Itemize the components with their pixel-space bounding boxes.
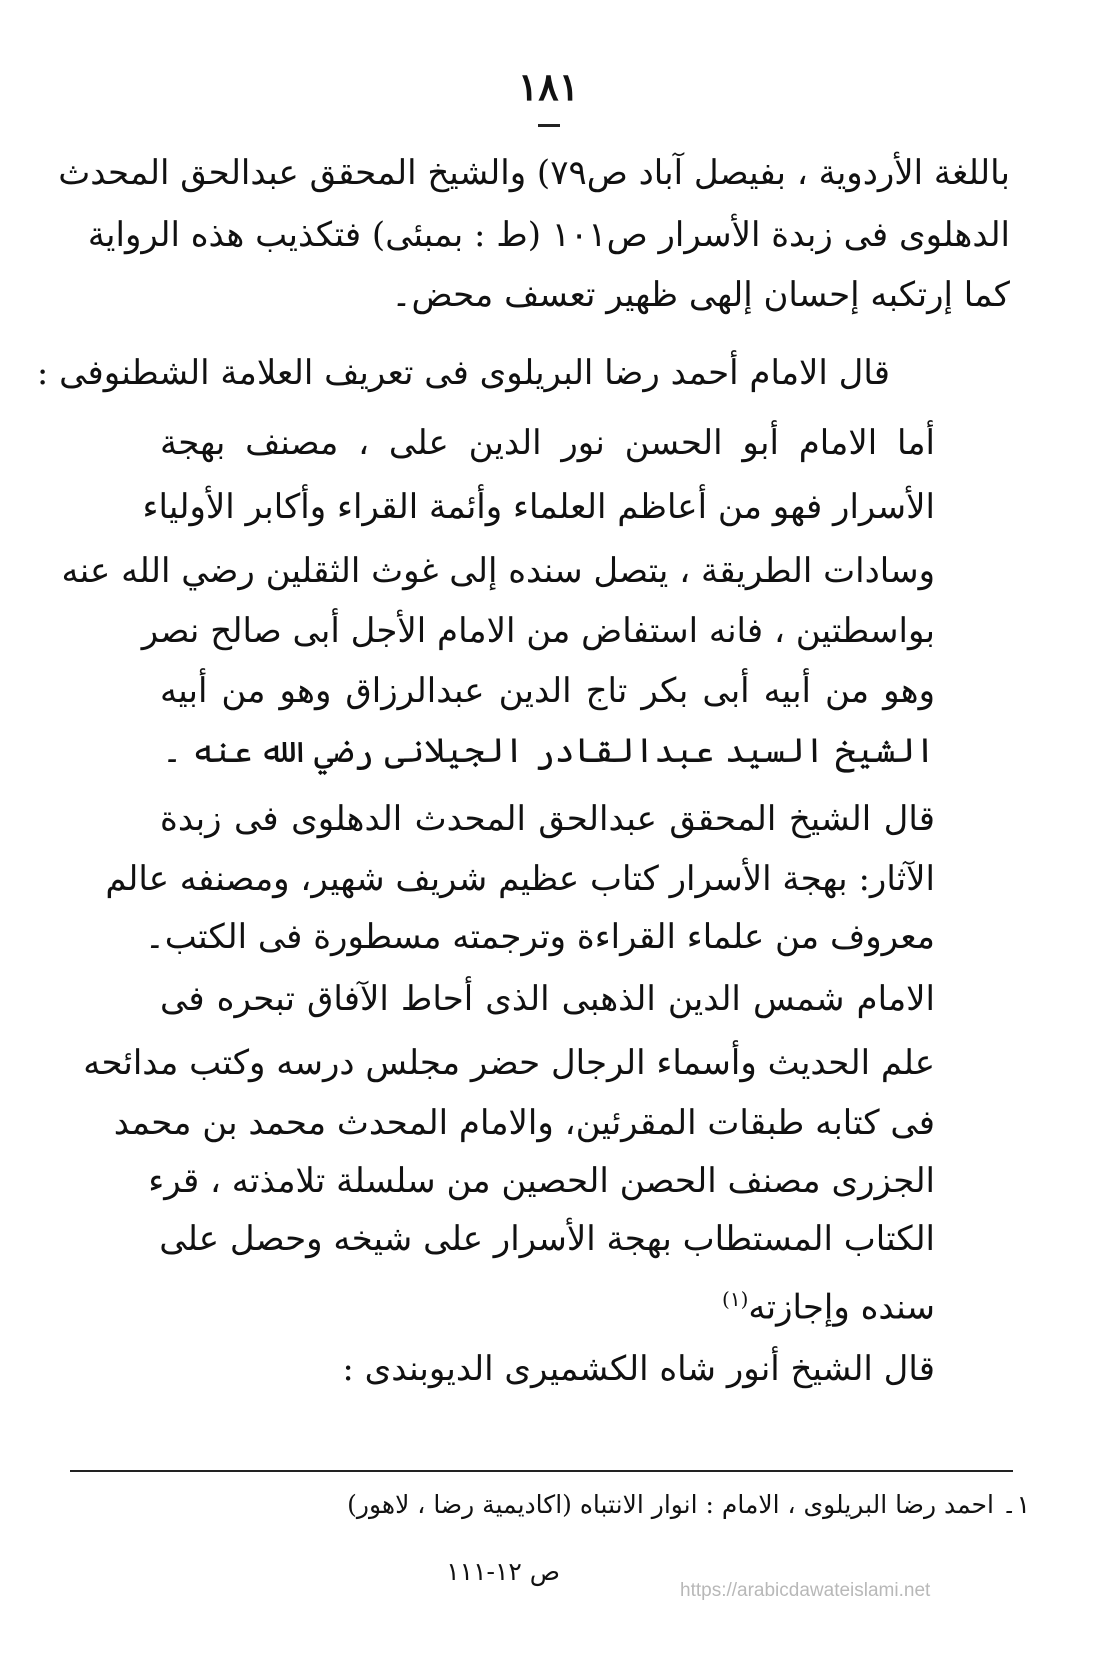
watermark-url: https://arabicdawateislami.net: [680, 1580, 931, 1601]
text-line: قال الشيخ المحقق عبدالحق المحدث الدهلوى فى زبدة: [160, 799, 935, 839]
quote-line: الشيخ السيد عبدالقادر الجيلانى رضي الله عنه ۔: [162, 731, 935, 771]
footnote-reference: (١): [722, 1287, 749, 1311]
quote-line: الأسرار فهو من أعاظم العلماء وأئمة القراء وأكابر الأولياء: [142, 487, 935, 527]
text-line: كما إرتكبه إحسان إلهى ظهير تعسف محض۔: [391, 275, 1010, 315]
text-line: الجزرى مصنف الحصن الحصين من سلسلة تلامذته ، قرء: [148, 1161, 935, 1201]
quote-line: بواسطتين ، فانه استفاض من الامام الأجل أبى صالح نصر: [141, 611, 935, 651]
text-line: الآثار: بهجة الأسرار كتاب عظيم شريف شهير، ومصنفه عالم: [105, 859, 935, 899]
quote-line: أما الامام أبو الحسن نور الدين على ، مصنف بهجة: [160, 423, 935, 463]
text-line: فى كتابه طبقات المقرئين، والامام المحدث محمد بن محمد: [113, 1103, 935, 1143]
text-line: الامام شمس الدين الذهبى الذى أحاط الآفاق تبحره فى: [160, 979, 935, 1019]
text-line-content: سنده وإجازته: [748, 1287, 935, 1328]
footnote-text: ١۔ احمد رضا البريلوى ، الامام : انوار الانتباه (اكاديمية رضا ، لاهور): [347, 1490, 1030, 1519]
footnote-page-range: ص ١٢-١١١: [446, 1557, 560, 1586]
text-line: قال الامام أحمد رضا البريلوى فى تعريف العلامة الشطنوفى :: [36, 353, 890, 393]
text-line: الدهلوى فى زبدة الأسرار ص١٠١ (ط : بمبئى) فتكذيب هذه الرواية: [87, 215, 1010, 255]
page-number: ١٨١: [517, 64, 580, 109]
text-line: باللغة الأردوية ، بفيصل آباد ص٧٩) والشيخ المحقق عبدالحق المحدث: [58, 153, 1010, 193]
text-line: علم الحديث وأسماء الرجال حضر مجلس درسه وكتب مدائحه: [83, 1043, 935, 1083]
footnote-divider: [70, 1470, 1013, 1472]
quote-line: وسادات الطريقة ، يتصل سنده إلى غوث الثقلين رضي الله عنه: [61, 551, 935, 591]
text-line: قال الشيخ أنور شاه الكشميرى الديوبندى :: [342, 1349, 935, 1389]
text-line: الكتاب المستطاب بهجة الأسرار على شيخه وحصل على: [159, 1219, 935, 1259]
quote-line: وهو من أبيه أبى بكر تاج الدين عبدالرزاق وهو من أبيه: [160, 671, 935, 711]
page-number-underline: [538, 124, 560, 127]
text-line: [160, 1276, 935, 1328]
text-line: معروف من علماء القراءة وترجمته مسطورة فى الكتب۔: [144, 917, 935, 957]
